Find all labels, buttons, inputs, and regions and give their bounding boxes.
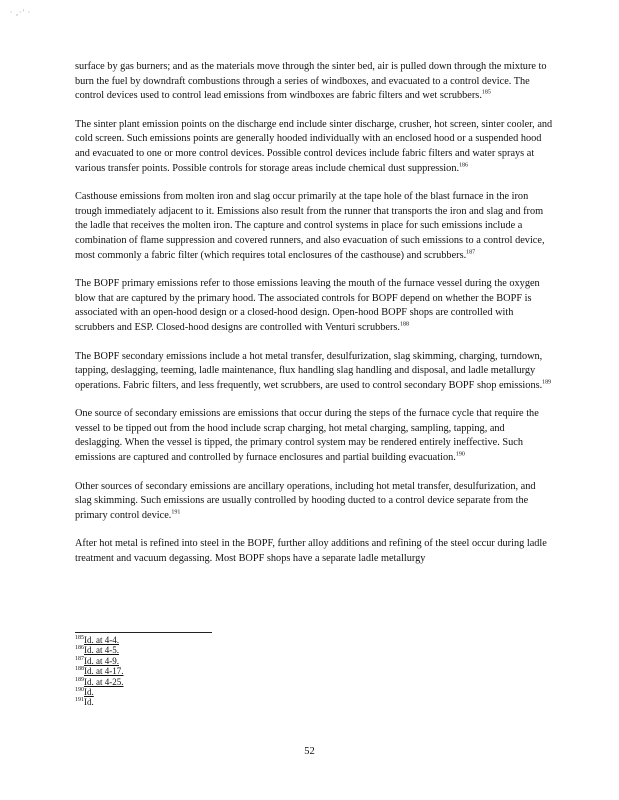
paragraph: The BOPF secondary emissions include a hot metal transfer, desulfurization, slag skimming, charging, turndown, tapping, deslagging, teeming, ladle maintenance, flux handling slag handling and disposal, and ladle metallurgy operations. Fabric filters, and less frequently, wet scrubbers, are used to control secondary BOPF shop emissions.$^{189}$ bbox=[75, 350, 552, 391]
page-number: 52 bbox=[304, 746, 315, 757]
footnote: $^{185}$Id. at 4-4. bbox=[75, 635, 119, 645]
footnote: $^{189}$Id. at 4-25. bbox=[75, 676, 124, 687]
paragraph: surface by gas burners; and as the materials move through the sinter bed, air is pulled down through the mixture to burn the fuel by downdraft combustions through a series of windboxes, and evacuated to a control device. The control devices used to control lead emissions from windboxes are fabric filters and wet scrubbers.$^{185}$ bbox=[75, 61, 547, 102]
paragraph: The BOPF primary emissions refer to those emissions leaving the mouth of the furnace vessel during the oxygen blow that are captured by the primary hood. The associated controls for BOPF depend on whether the BOPF is associated with an open-hood design or a closed-hood design. Open-hood BOPF shops are controlled with scrubbers and ESP. Closed-hood designs are controlled with Venturi scrubbers.$^{188}$ bbox=[75, 278, 540, 333]
footnotes bbox=[75, 635, 375, 708]
paragraph: Casthouse emissions from molten iron and slag occur primarily at the tape hole of the blast furnace in the iron trough immediately adjacent to it. Emissions also result from the runner that transports the iron and slag and from the ladle that receives the molten iron. The capture and control systems in place for such emissions include a combination of flame suppression and covered runners, and also evacuation of such emissions to a control device, most commonly a fabric filter (which requires total enclosures of the casthouse) and scrubbers.$^{187}$ bbox=[75, 191, 545, 261]
footnote-ref[interactable]: 188 bbox=[399, 321, 409, 328]
paragraph: After hot metal is refined into steel in the BOPF, further alloy additions and refining of the steel occur during ladle treatment and vacuum degassing. Most BOPF shops have a separate ladle metallurgy bbox=[75, 538, 547, 565]
footnote-citation: Id. bbox=[84, 697, 94, 708]
footnote: $^{191}$Id. bbox=[75, 697, 94, 708]
footnote-ref[interactable]: 186 bbox=[459, 162, 469, 169]
paragraph: One source of secondary emissions are emissions that occur during the steps of the furnace cycle that require the vessel to be tipped out from the hood include scrap charging, hot metal charging, sampling, tapping, and deslagging. When the vessel is tipped, the primary control system may be rendered entirely ineffective. Such emissions are captured and controlled by furnace enclosures and partial building evacuation.$^{190}$ bbox=[75, 408, 539, 464]
footnote-ref[interactable]: 185 bbox=[481, 89, 491, 96]
paragraph: The sinter plant emission points on the discharge end include sinter discharge, crusher, hot screen, sinter cooler, and cold screen. Such emissions points are generally hooded individually with an enclosed hood or a suspended hood and evacuated to one or more control devices. Possible control devices include fabric filters and water sprays at various transfer points. Possible controls for storage areas include chemical dust suppression.$^{186}$ bbox=[75, 118, 553, 174]
footnote-citation[interactable]: Id. bbox=[84, 687, 94, 698]
footnote: $^{188}$Id. at 4-17. bbox=[75, 666, 124, 677]
footnote-ref[interactable]: 191 bbox=[171, 509, 181, 516]
footnote-citation[interactable]: Id. at 4-9. bbox=[84, 655, 119, 666]
footnote: $^{190}$Id. bbox=[75, 687, 94, 698]
footnote-citation[interactable]: Id. at 4-17. bbox=[84, 666, 124, 677]
footnote-citation[interactable]: Id. at 4-5. bbox=[84, 645, 119, 656]
footnote: $^{187}$Id. at 4-9. bbox=[75, 655, 119, 666]
footnote-ref[interactable]: 190 bbox=[455, 451, 465, 458]
paragraph: Other sources of secondary emissions are ancillary operations, including hot metal transfer, desulfurization, and slag skimming. Such emissions are usually controlled by hooding ducted to a control device separate from the primary control device.$^{191}$ bbox=[75, 480, 536, 521]
footnote-ref[interactable]: 187 bbox=[466, 249, 476, 256]
footnote-ref[interactable]: 189 bbox=[542, 379, 552, 386]
scan-artifact-mark: · ,·' · bbox=[10, 8, 31, 17]
footnote: $^{186}$Id. at 4-5. bbox=[75, 645, 119, 656]
footnote-citation[interactable]: Id. at 4-25. bbox=[84, 676, 124, 687]
footnote-divider bbox=[75, 632, 212, 633]
body-text bbox=[75, 60, 553, 581]
footnote-citation[interactable]: Id. at 4-4. bbox=[84, 635, 119, 645]
